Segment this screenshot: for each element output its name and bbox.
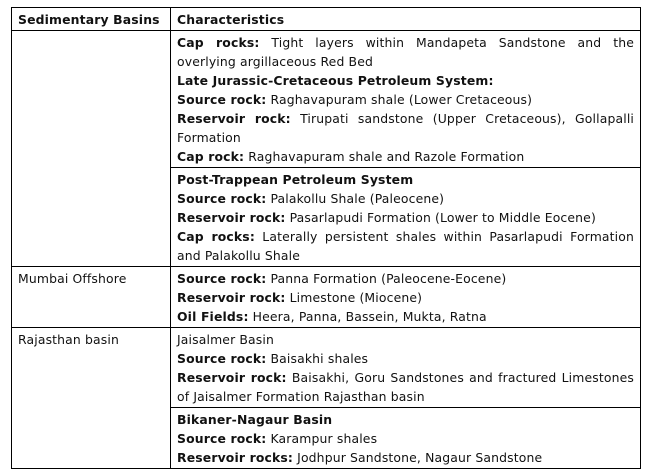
characteristics-cell [171,408,641,469]
basin-cell-continued [12,31,171,267]
basins-table [11,7,641,469]
header-basins: Sedimentary Basins [12,8,171,31]
source-rock-label: Source rock: [177,431,267,446]
cap-rocks-text: Laterally persistent shales within Pasarlapudi Formation and Palakollu Shale [177,229,634,263]
source-rock-label: Source rock: [177,92,267,107]
cap-rocks-line [177,227,634,265]
source-rock-text: Palakollu Shale (Paleocene) [266,191,445,206]
reservoir-rock-label: Reservoir rock: [177,210,286,225]
system-title: Post-Trappean Petroleum System [177,172,414,187]
cap-rocks-text: Tight layers within Mandapeta Sandstone and the overlying argillaceous Red Bed [177,35,635,69]
header-characteristics: Characteristics [171,8,641,31]
reservoir-rock-text: Pasarlapudi Formation (Lower to Middle Eocene) [285,210,596,225]
system-title-line [177,170,634,189]
oil-fields-line [177,307,634,326]
cap-rock-line [177,147,634,166]
source-rock-line [177,90,634,109]
source-rock-text: Raghavapuram shale (Lower Cretaceous) [266,92,533,107]
source-rock-label: Source rock: [177,191,267,206]
cap-rock-label: Cap rock: [177,149,245,164]
table-row [12,31,641,168]
characteristics-cell [171,31,641,168]
oil-fields-label: Oil Fields: [177,309,249,324]
reservoir-rocks-text: Jodhpur Sandstone, Nagaur Sandstone [293,450,543,465]
sub-basin-title-line [177,410,634,429]
system-title-line [177,71,634,90]
characteristics-cell [171,328,641,408]
cap-rocks-label: Cap rocks: [177,35,260,50]
basin-cell-mumbai: Mumbai Offshore [12,267,171,328]
reservoir-rock-label: Reservoir rock: [177,290,286,305]
reservoir-rock-line [177,368,634,406]
source-rock-line [177,189,634,208]
system-title: Late Jurassic-Cretaceous Petroleum System: [177,73,494,88]
reservoir-rocks-line [177,448,634,467]
source-rock-label: Source rock: [177,271,267,286]
cap-rock-text: Raghavapuram shale and Razole Formation [244,149,525,164]
reservoir-rock-text: Baisakhi, Goru Sandstones and fractured Limestones of Jaisalmer Formation Rajasthan basin [177,370,634,404]
source-rock-line [177,269,634,288]
table-row [12,328,641,408]
cap-rocks-label: Cap rocks: [177,229,255,244]
source-rock-line [177,349,634,368]
cap-rocks-line [177,33,634,71]
reservoir-rock-line [177,109,634,147]
reservoir-rock-label: Reservoir rock: [177,370,287,385]
reservoir-rock-line [177,288,634,307]
table-row [12,267,641,328]
sub-basin-title: Bikaner-Nagaur Basin [177,412,333,427]
characteristics-cell [171,168,641,267]
oil-fields-text: Heera, Panna, Bassein, Mukta, Ratna [248,309,487,324]
sub-basin-title: Jaisalmer Basin [177,332,275,347]
reservoir-rock-line [177,208,634,227]
source-rock-text: Panna Formation (Paleocene-Eocene) [266,271,507,286]
reservoir-rock-label: Reservoir rock: [177,111,291,126]
reservoir-rock-text: Tirupati sandstone (Upper Cretaceous), Gollapalli Formation [177,111,635,145]
table-header-row [12,8,641,31]
reservoir-rocks-label: Reservoir rocks: [177,450,294,465]
characteristics-cell [171,267,641,328]
source-rock-text: Karampur shales [266,431,378,446]
source-rock-label: Source rock: [177,351,267,366]
basin-cell-rajasthan: Rajasthan basin [12,328,171,469]
source-rock-line [177,429,634,448]
source-rock-text: Baisakhi shales [266,351,369,366]
reservoir-rock-text: Limestone (Miocene) [285,290,423,305]
